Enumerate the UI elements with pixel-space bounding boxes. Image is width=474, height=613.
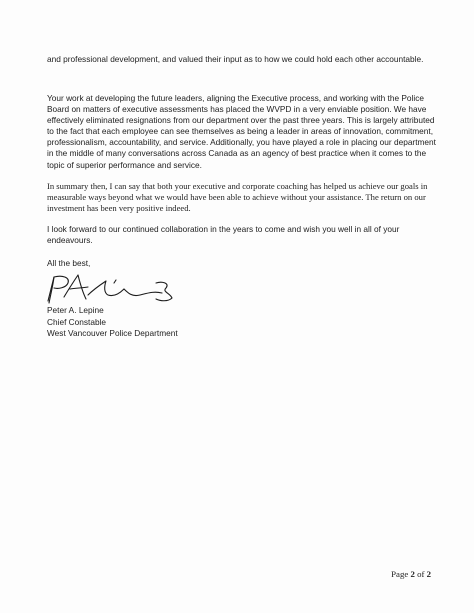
letter-paragraph-4: I look forward to our continued collaboration in the years to come and wish you well in all of your endeavours. bbox=[47, 224, 400, 246]
page-label: Page bbox=[391, 569, 409, 579]
page-total: 2 bbox=[426, 569, 431, 579]
letter-paragraph-3: In summary then, I can say that both your executive and corporate coaching has helped us achieve our goals in measurable ways beyond what we would have been able to achieve without your assistance. The return on our investment has been very positive indeed. bbox=[47, 181, 428, 214]
letter-paragraph-1: and professional development, and valued their input as to how we could hold each other accountable. bbox=[47, 54, 424, 64]
page-of: of bbox=[417, 569, 425, 579]
signer-title: Chief Constable bbox=[47, 316, 107, 327]
signature-block bbox=[47, 305, 178, 340]
closing-line: All the best, bbox=[47, 258, 91, 268]
page-number bbox=[391, 569, 431, 579]
letter-paragraph-2: Your work at developing the future leaders, aligning the Executive process, and working with the Police Board on matters of executive assessments has placed the WVPD in a very enviable position. We have effectively eliminated resignations from our department over the past three years. This is largely attributed to the fact that each employee can see themselves as being a leader in areas of innovation, commitment, professionalism, accountability, and service. Additionally, you have played a role in placing our department in the middle of many conversations across Canada as an agency of best practice when it comes to the topic of superior performance and service. bbox=[47, 93, 436, 170]
page-current: 2 bbox=[410, 569, 415, 579]
handwritten-signature bbox=[44, 271, 184, 309]
signer-name: Peter A. Lepine bbox=[47, 305, 104, 315]
signer-organization: West Vancouver Police Department bbox=[47, 328, 178, 338]
